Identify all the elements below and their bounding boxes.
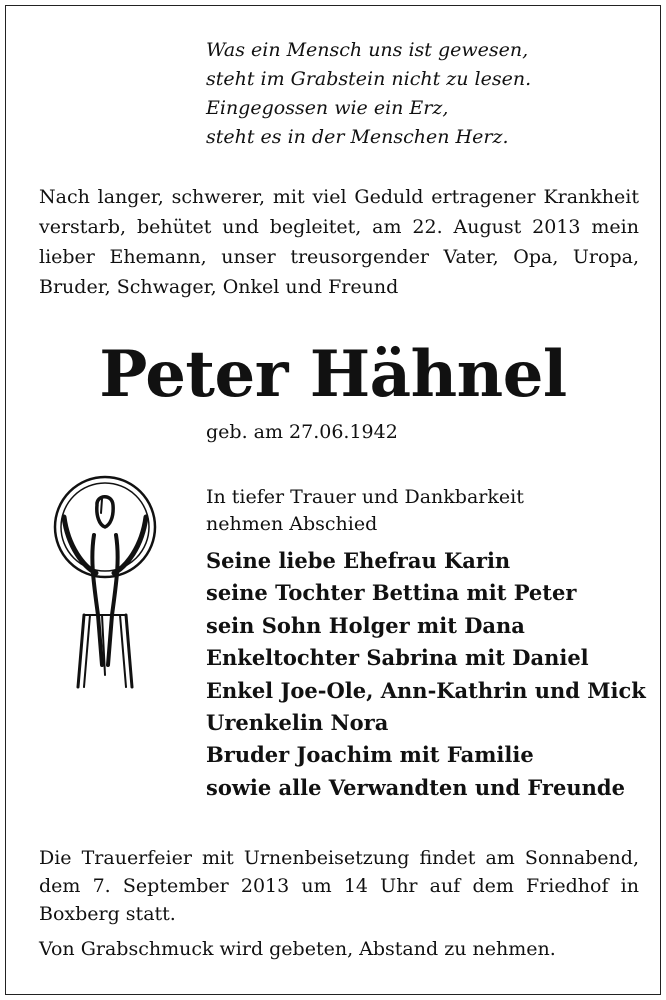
mourner-entry: Seine liebe Ehefrau Karin	[206, 548, 511, 573]
announcement-line: verstarb, behütet und begleitet, am 22. August 2013 mein	[39, 216, 639, 238]
mourner-entry: seine Tochter Bettina mit Peter	[206, 580, 577, 606]
deceased-name: Peter Hähnel	[99, 337, 567, 412]
mourning-line: In tiefer Trauer und Dankbarkeit	[206, 486, 524, 508]
funeral-line: Die Trauerfeier mit Urnenbeisetzung findet am Sonnabend,	[39, 847, 639, 869]
mourner-entry: Enkel Joe-Ole, Ann-Kathrin und Mick	[206, 677, 646, 703]
mourning-intro	[206, 484, 524, 538]
birth-date: geb. am 27.06.1942	[206, 421, 398, 443]
funeral-line: dem 7. September 2013 um 14 Uhr auf dem Friedhof in	[39, 875, 639, 897]
funeral-notice	[39, 844, 639, 963]
poem	[206, 36, 531, 152]
mourner-entry: Urenkelin Nora	[206, 710, 389, 736]
mourner-entry: sowie alle Verwandten und Freunde	[206, 774, 625, 800]
mourner-list	[206, 545, 646, 804]
funeral-line: Boxberg statt.	[39, 903, 176, 925]
obituary-frame	[5, 5, 661, 995]
mourner-entry: Enkeltochter Sabrina mit Daniel	[206, 645, 589, 671]
poem-line: steht es in der Menschen Herz.	[206, 126, 509, 148]
poem-line: Was ein Mensch uns ist gewesen,	[206, 39, 529, 61]
mourner-entry: sein Sohn Holger mit Dana	[206, 612, 525, 638]
mourner-entry: Bruder Joachim mit Familie	[206, 742, 534, 768]
announcement-line: Nach langer, schwerer, mit viel Geduld ertragener Krankheit	[39, 186, 639, 208]
poem-line: Eingegossen wie ein Erz,	[206, 97, 449, 119]
flower-request: Von Grabschmuck wird gebeten, Abstand zu nehmen.	[39, 938, 556, 960]
resurrection-figure-icon	[50, 465, 160, 695]
death-announcement	[39, 182, 639, 302]
poem-line: steht im Grabstein nicht zu lesen.	[206, 68, 532, 90]
mourning-line: nehmen Abschied	[206, 513, 378, 535]
announcement-line: Bruder, Schwager, Onkel und Freund	[39, 276, 399, 298]
announcement-line: lieber Ehemann, unser treusorgender Vater, Opa, Uropa,	[39, 246, 639, 268]
